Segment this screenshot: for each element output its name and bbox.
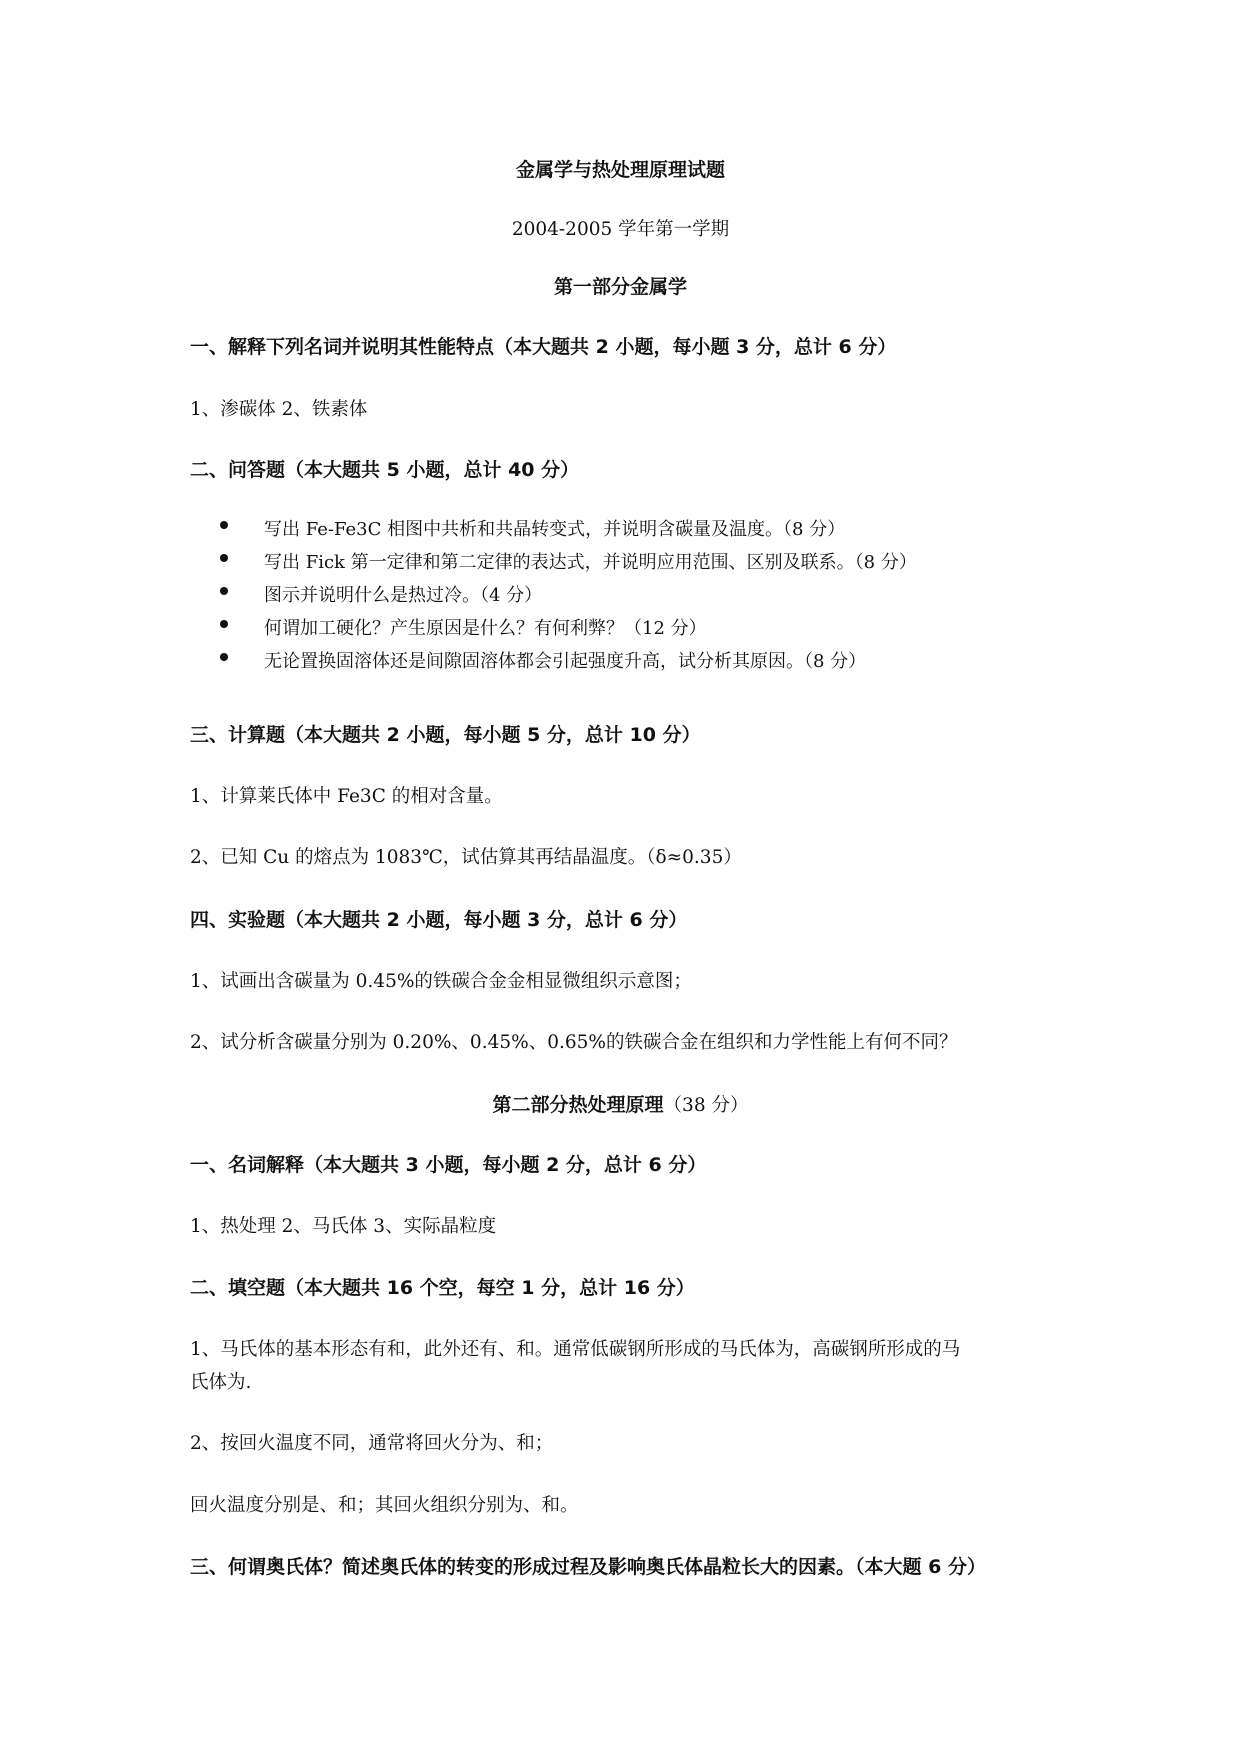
- question-text: 写出 Fick 第一定律和第二定律的表达式，并说明应用范围、区别及联系。（8 分）: [264, 552, 917, 573]
- question-text: 无论置换固溶体还是间隙固溶体都会引起强度升高，试分析其原因。（8 分）: [264, 651, 867, 672]
- bullet-icon: [220, 587, 228, 595]
- bullet-icon: [220, 620, 228, 628]
- part1-heading: 第一部分金属学: [553, 276, 687, 298]
- part1-section4-q1: 1、试画出含碳量为 0.45%的铁碳合金金相显微组织示意图；: [190, 971, 692, 992]
- part1-section2-heading: 二、问答题（本大题共 5 小题，总计 40 分）: [190, 459, 580, 481]
- question-text: 写出 Fe-Fe3C 相图中共析和共晶转变式，并说明含碳量及温度。（8 分）: [264, 519, 846, 540]
- part1-section3-q1: 1、计算莱氏体中 Fe3C 的相对含量。: [190, 786, 503, 807]
- part1-section3-heading: 三、计算题（本大题共 2 小题，每小题 5 分，总计 10 分）: [190, 724, 701, 746]
- part1-section3-q2: 2、已知 Cu 的熔点为 1083℃，试估算其再结晶温度。（δ≈0.35）: [190, 847, 742, 868]
- part2-section2-heading: 二、填空题（本大题共 16 个空，每空 1 分，总计 16 分）: [190, 1277, 695, 1299]
- part2-section2-q2-line2: 回火温度分别是、和；其回火组织分别为、和。: [190, 1495, 579, 1516]
- part2-section1-items: 1、热处理 2、马氏体 3、实际晶粒度: [190, 1216, 497, 1237]
- question-text: 何谓加工硬化？产生原因是什么？有何利弊？（12 分）: [264, 618, 707, 639]
- part2-section2-q1-line2: 氏体为.: [190, 1372, 252, 1393]
- part2-section3-heading: 三、何谓奥氏体？简述奥氏体的转变的形成过程及影响奥氏体晶粒长大的因素。（本大题 6 分）: [190, 1556, 986, 1578]
- part2-section2-q2-line1: 2、按回火温度不同，通常将回火分为、和；: [190, 1433, 554, 1454]
- part1-section1-items: 1、渗碳体 2、铁素体: [190, 399, 368, 420]
- bullet-icon: [220, 521, 228, 529]
- part1-section1-heading: 一、解释下列名词并说明其性能特点（本大题共 2 小题，每小题 3 分，总计 6 分）: [190, 336, 897, 358]
- part2-heading-line: [0, 1090, 1241, 1117]
- part1-section4-q2: 2、试分析含碳量分别为 0.20%、0.45%、0.65%的铁碳合金在组织和力学性能上有何不同？: [190, 1032, 958, 1053]
- part2-heading: 第二部分热处理原理: [492, 1094, 664, 1116]
- part2-heading-score: （38 分）: [663, 1095, 749, 1116]
- bullet-icon: [220, 653, 228, 661]
- exam-title: 金属学与热处理原理试题: [515, 159, 725, 181]
- question-text: 图示并说明什么是热过冷。（4 分）: [264, 585, 543, 606]
- part1-section4-heading: 四、实验题（本大题共 2 小题，每小题 3 分，总计 6 分）: [190, 909, 688, 931]
- bullet-icon: [220, 554, 228, 562]
- exam-term: 2004-2005 学年第一学期: [511, 219, 730, 240]
- part2-section1-heading: 一、名词解释（本大题共 3 小题，每小题 2 分，总计 6 分）: [190, 1154, 707, 1176]
- part2-section2-q1-line1: 1、马氏体的基本形态有和，此外还有、和。通常低碳钢所形成的马氏体为，高碳钢所形成的马: [190, 1339, 961, 1360]
